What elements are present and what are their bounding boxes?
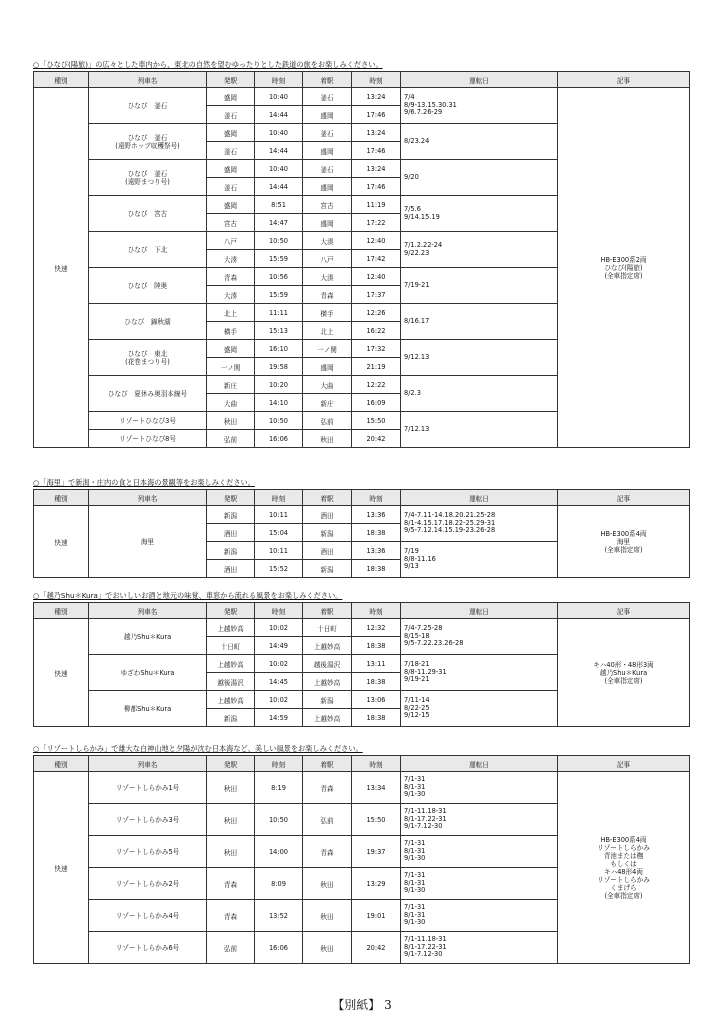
- header-dep-time: 時刻: [255, 603, 303, 619]
- dep-station: 盛岡: [207, 160, 255, 178]
- train-name: ひなび 下北: [89, 232, 207, 268]
- arr-station: 上越妙高: [303, 637, 352, 655]
- dep-station: 弘前: [207, 932, 255, 964]
- arr-time: 13:36: [352, 542, 401, 560]
- arr-station: 十日町: [303, 619, 352, 637]
- header-arr-time: 時刻: [352, 756, 401, 772]
- header-days: 運転日: [401, 490, 558, 506]
- operation-days: 7/4 8/9-13.15.30.31 9/6.7.26-29: [401, 88, 558, 124]
- page-footer: 【別紙】 3: [332, 998, 392, 1012]
- arr-station: 釜石: [303, 124, 352, 142]
- dep-station: 秋田: [207, 836, 255, 868]
- operation-days: 8/16.17: [401, 304, 558, 340]
- arr-time: 20:42: [352, 932, 401, 964]
- arr-time: 13:24: [352, 88, 401, 106]
- arr-time: 17:46: [352, 142, 401, 160]
- dep-time: 10:02: [255, 619, 303, 637]
- arr-time: 16:09: [352, 394, 401, 412]
- dep-station: 十日町: [207, 637, 255, 655]
- arr-time: 12:26: [352, 304, 401, 322]
- arr-station: 秋田: [303, 868, 352, 900]
- dep-station: 大曲: [207, 394, 255, 412]
- arr-station: 一ノ関: [303, 340, 352, 358]
- dep-station: 大湊: [207, 286, 255, 304]
- dep-time: 15:52: [255, 560, 303, 578]
- train-name: 柳都Shu＊Kura: [89, 691, 207, 727]
- train-name: 越乃Shu＊Kura: [89, 619, 207, 655]
- arr-station: 酒田: [303, 542, 352, 560]
- operation-days: 7/1-31 8/1-31 9/1-30: [401, 772, 558, 804]
- hinabi-table: [33, 71, 690, 448]
- arr-station: 上越妙高: [303, 673, 352, 691]
- operation-days: 7/5.6 9/14.15.19: [401, 196, 558, 232]
- arr-time: 17:46: [352, 106, 401, 124]
- header-arr-time: 時刻: [352, 603, 401, 619]
- dep-time: 15:04: [255, 524, 303, 542]
- dep-time: 19:58: [255, 358, 303, 376]
- dep-time: 14:00: [255, 836, 303, 868]
- operation-days: 7/11-14 8/22-25 9/12-15: [401, 691, 558, 727]
- arr-time: 15:50: [352, 804, 401, 836]
- dep-station: 釜石: [207, 178, 255, 196]
- arr-station: 大湊: [303, 268, 352, 286]
- header-type: 種別: [34, 603, 89, 619]
- table-header-row: [34, 490, 690, 506]
- train-type: 快速: [34, 506, 89, 578]
- dep-station: 八戸: [207, 232, 255, 250]
- dep-time: 11:11: [255, 304, 303, 322]
- arr-station: 宮古: [303, 196, 352, 214]
- arr-time: 13:06: [352, 691, 401, 709]
- train-note: HB-E300系4両 リゾートしらかみ 青池または橅 もしくは キハ48形4両 リゾートしらかみ くまげら (全車指定席): [558, 772, 690, 964]
- dep-station: 新潟: [207, 506, 255, 524]
- arr-station: 新潟: [303, 560, 352, 578]
- arr-time: 12:22: [352, 376, 401, 394]
- header-note: 記事: [558, 756, 690, 772]
- dep-time: 8:51: [255, 196, 303, 214]
- train-name: ひなび 東北 (花巻まつり号): [89, 340, 207, 376]
- header-arr-time: 時刻: [352, 72, 401, 88]
- operation-days: 7/4-7.11-14.18.20.21.25-28 8/1-4.15.17.18.22-25.29-31 9/5-7.12.14.15.19-23.26-28: [401, 506, 558, 542]
- arr-time: 20:42: [352, 430, 401, 448]
- dep-time: 10:11: [255, 506, 303, 524]
- arr-time: 21:19: [352, 358, 401, 376]
- header-dep-station: 発駅: [207, 603, 255, 619]
- train-name: ひなび 釜石 (遠野ホップ収穫祭号): [89, 124, 207, 160]
- arr-time: 13:34: [352, 772, 401, 804]
- train-name: ゆざわShu＊Kura: [89, 655, 207, 691]
- dep-station: 盛岡: [207, 124, 255, 142]
- table-row: [34, 88, 690, 106]
- table-header-row: [34, 603, 690, 619]
- arr-time: 17:22: [352, 214, 401, 232]
- dep-time: 15:13: [255, 322, 303, 340]
- train-name: リゾートしらかみ3号: [89, 804, 207, 836]
- arr-time: 13:24: [352, 124, 401, 142]
- arr-station: 盛岡: [303, 214, 352, 232]
- arr-station: 盛岡: [303, 142, 352, 160]
- train-name: ひなび 宮古: [89, 196, 207, 232]
- train-note: HB-E300系4両 海里 (全車指定席): [558, 506, 690, 578]
- dep-time: 14:59: [255, 709, 303, 727]
- arr-time: 12:40: [352, 268, 401, 286]
- dep-station: 弘前: [207, 430, 255, 448]
- operation-days: 7/12.13: [401, 412, 558, 448]
- train-note: キハ40形・48形3両 越乃Shu＊Kura (全車指定席): [558, 619, 690, 727]
- dep-time: 14:44: [255, 178, 303, 196]
- header-type: 種別: [34, 756, 89, 772]
- operation-days: 7/1-11.18-31 8/1-17.22-31 9/1-7.12-30: [401, 932, 558, 964]
- table-header-row: [34, 72, 690, 88]
- dep-time: 14:49: [255, 637, 303, 655]
- kairi-table: [33, 489, 690, 578]
- dep-station: 酒田: [207, 524, 255, 542]
- arr-station: 横手: [303, 304, 352, 322]
- table-row: [34, 506, 690, 524]
- dep-station: 釜石: [207, 142, 255, 160]
- arr-time: 11:19: [352, 196, 401, 214]
- header-note: 記事: [558, 603, 690, 619]
- section-title-shirakami: ○「リゾートしらかみ」で雄大な白神山地と夕陽が沈む日本海など、美しい風景をお楽しみください。: [33, 744, 363, 753]
- operation-days: 7/1-31 8/1-31 9/1-30: [401, 836, 558, 868]
- arr-station: 上越妙高: [303, 709, 352, 727]
- arr-time: 12:40: [352, 232, 401, 250]
- arr-time: 18:38: [352, 709, 401, 727]
- dep-time: 14:10: [255, 394, 303, 412]
- dep-time: 14:45: [255, 673, 303, 691]
- arr-time: 17:32: [352, 340, 401, 358]
- header-note: 記事: [558, 72, 690, 88]
- section-title-kairi: ○「海里」で新潟・庄内の食と日本海の景観等をお楽しみください。: [33, 478, 255, 487]
- dep-station: 宮古: [207, 214, 255, 232]
- shukura-table: [33, 602, 690, 727]
- arr-station: 釜石: [303, 88, 352, 106]
- header-dep-station: 発駅: [207, 72, 255, 88]
- dep-station: 盛岡: [207, 340, 255, 358]
- arr-time: 17:37: [352, 286, 401, 304]
- train-name: リゾートしらかみ4号: [89, 900, 207, 932]
- arr-station: 越後湯沢: [303, 655, 352, 673]
- header-train: 列車名: [89, 72, 207, 88]
- arr-station: 秋田: [303, 932, 352, 964]
- dep-time: 10:20: [255, 376, 303, 394]
- arr-station: 新潟: [303, 691, 352, 709]
- table-header-row: [34, 756, 690, 772]
- dep-station: 新潟: [207, 542, 255, 560]
- train-name: リゾートしらかみ5号: [89, 836, 207, 868]
- dep-time: 10:50: [255, 804, 303, 836]
- arr-station: 弘前: [303, 412, 352, 430]
- operation-days: 7/1-11.18-31 8/1-17.22-31 9/1-7.12-30: [401, 804, 558, 836]
- header-dep-time: 時刻: [255, 756, 303, 772]
- train-name: リゾートひなび8号: [89, 430, 207, 448]
- header-arr-time: 時刻: [352, 490, 401, 506]
- operation-days: 7/1-31 8/1-31 9/1-30: [401, 868, 558, 900]
- dep-station: 盛岡: [207, 196, 255, 214]
- train-name: リゾートしらかみ2号: [89, 868, 207, 900]
- arr-time: 18:38: [352, 673, 401, 691]
- dep-time: 10:40: [255, 124, 303, 142]
- train-type: 快速: [34, 772, 89, 964]
- dep-time: 15:59: [255, 286, 303, 304]
- train-name: ひなび 夏休み奥羽本線号: [89, 376, 207, 412]
- dep-station: 酒田: [207, 560, 255, 578]
- table-row: [34, 619, 690, 637]
- train-name: リゾートしらかみ1号: [89, 772, 207, 804]
- train-name: ひなび 陸奥: [89, 268, 207, 304]
- dep-station: 上越妙高: [207, 691, 255, 709]
- section-title-hinabi: ○「ひなび(陽旅)」の広々とした車内から、東北の自然を望むゆったりとした鉄道の旅をお楽しみください。: [33, 60, 383, 69]
- dep-time: 16:10: [255, 340, 303, 358]
- operation-days: 8/23.24: [401, 124, 558, 160]
- train-name: ひなび 釜石: [89, 88, 207, 124]
- header-note: 記事: [558, 490, 690, 506]
- operation-days: 7/1-31 8/1-31 9/1-30: [401, 900, 558, 932]
- arr-station: 大曲: [303, 376, 352, 394]
- arr-station: 青森: [303, 286, 352, 304]
- arr-station: 酒田: [303, 506, 352, 524]
- section-title-shukura: ○「越乃Shu＊Kura」でおいしいお酒と地元の味覚、車窓から流れる風景をお楽しみください。: [33, 591, 343, 600]
- dep-station: 横手: [207, 322, 255, 340]
- dep-time: 10:50: [255, 412, 303, 430]
- arr-station: 盛岡: [303, 178, 352, 196]
- arr-time: 15:50: [352, 412, 401, 430]
- dep-time: 10:11: [255, 542, 303, 560]
- train-note: HB-E300系2両 ひなび(陽旅) (全車指定席): [558, 88, 690, 448]
- arr-time: 19:37: [352, 836, 401, 868]
- arr-station: 新庄: [303, 394, 352, 412]
- header-days: 運転日: [401, 72, 558, 88]
- dep-time: 10:50: [255, 232, 303, 250]
- dep-station: 越後湯沢: [207, 673, 255, 691]
- dep-station: 新潟: [207, 709, 255, 727]
- dep-station: 一ノ関: [207, 358, 255, 376]
- header-days: 運転日: [401, 603, 558, 619]
- dep-station: 青森: [207, 268, 255, 286]
- header-arr-station: 着駅: [303, 490, 352, 506]
- dep-station: 秋田: [207, 772, 255, 804]
- operation-days: 7/19 8/8-11.16 9/13: [401, 542, 558, 578]
- arr-station: 秋田: [303, 900, 352, 932]
- dep-station: 盛岡: [207, 88, 255, 106]
- dep-time: 10:40: [255, 88, 303, 106]
- train-name: ひなび 釜石 (遠野まつり号): [89, 160, 207, 196]
- dep-time: 16:06: [255, 430, 303, 448]
- dep-station: 釜石: [207, 106, 255, 124]
- header-arr-station: 着駅: [303, 72, 352, 88]
- dep-station: 秋田: [207, 804, 255, 836]
- train-type: 快速: [34, 88, 89, 448]
- arr-time: 12:32: [352, 619, 401, 637]
- dep-station: 青森: [207, 868, 255, 900]
- header-dep-station: 発駅: [207, 490, 255, 506]
- operation-days: 7/4-7.25-28 8/15-18 9/5-7.22.23.26-28: [401, 619, 558, 655]
- dep-time: 14:44: [255, 106, 303, 124]
- arr-time: 18:38: [352, 524, 401, 542]
- header-arr-station: 着駅: [303, 756, 352, 772]
- arr-time: 18:38: [352, 560, 401, 578]
- dep-time: 10:02: [255, 691, 303, 709]
- header-train: 列車名: [89, 603, 207, 619]
- arr-time: 17:42: [352, 250, 401, 268]
- header-dep-time: 時刻: [255, 72, 303, 88]
- train-name: リゾートひなび3号: [89, 412, 207, 430]
- arr-station: 青森: [303, 772, 352, 804]
- arr-station: 秋田: [303, 430, 352, 448]
- train-name: ひなび 錦秋湖: [89, 304, 207, 340]
- arr-station: 北上: [303, 322, 352, 340]
- dep-station: 秋田: [207, 412, 255, 430]
- train-name: リゾートしらかみ6号: [89, 932, 207, 964]
- operation-days: 7/19-21: [401, 268, 558, 304]
- arr-time: 18:38: [352, 637, 401, 655]
- header-days: 運転日: [401, 756, 558, 772]
- dep-time: 16:06: [255, 932, 303, 964]
- arr-station: 新潟: [303, 524, 352, 542]
- table-row: [34, 772, 690, 804]
- operation-days: 9/12.13: [401, 340, 558, 376]
- header-arr-station: 着駅: [303, 603, 352, 619]
- header-dep-time: 時刻: [255, 490, 303, 506]
- arr-time: 13:11: [352, 655, 401, 673]
- dep-station: 上越妙高: [207, 619, 255, 637]
- header-train: 列車名: [89, 756, 207, 772]
- train-type: 快速: [34, 619, 89, 727]
- arr-time: 17:46: [352, 178, 401, 196]
- dep-station: 上越妙高: [207, 655, 255, 673]
- arr-time: 13:24: [352, 160, 401, 178]
- dep-station: 青森: [207, 900, 255, 932]
- arr-station: 釜石: [303, 160, 352, 178]
- dep-time: 10:02: [255, 655, 303, 673]
- arr-time: 13:29: [352, 868, 401, 900]
- operation-days: 9/20: [401, 160, 558, 196]
- operation-days: 8/2.3: [401, 376, 558, 412]
- dep-station: 北上: [207, 304, 255, 322]
- dep-station: 新庄: [207, 376, 255, 394]
- dep-time: 8:09: [255, 868, 303, 900]
- arr-time: 16:22: [352, 322, 401, 340]
- operation-days: 7/1.2.22-24 9/22.23: [401, 232, 558, 268]
- arr-station: 盛岡: [303, 358, 352, 376]
- arr-time: 13:36: [352, 506, 401, 524]
- header-train: 列車名: [89, 490, 207, 506]
- header-type: 種別: [34, 72, 89, 88]
- shirakami-table: [33, 755, 690, 964]
- header-dep-station: 発駅: [207, 756, 255, 772]
- arr-station: 弘前: [303, 804, 352, 836]
- dep-time: 15:59: [255, 250, 303, 268]
- dep-time: 14:47: [255, 214, 303, 232]
- arr-station: 大湊: [303, 232, 352, 250]
- train-name: 海里: [89, 506, 207, 578]
- header-type: 種別: [34, 490, 89, 506]
- dep-time: 13:52: [255, 900, 303, 932]
- dep-time: 10:40: [255, 160, 303, 178]
- dep-time: 10:56: [255, 268, 303, 286]
- arr-station: 青森: [303, 836, 352, 868]
- arr-time: 19:01: [352, 900, 401, 932]
- arr-station: 八戸: [303, 250, 352, 268]
- dep-station: 大湊: [207, 250, 255, 268]
- arr-station: 盛岡: [303, 106, 352, 124]
- dep-time: 8:19: [255, 772, 303, 804]
- operation-days: 7/18-21 8/8-11.29-31 9/19-21: [401, 655, 558, 691]
- dep-time: 14:44: [255, 142, 303, 160]
